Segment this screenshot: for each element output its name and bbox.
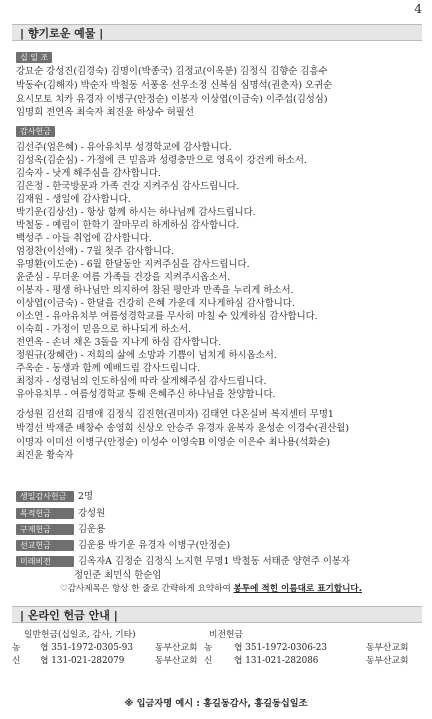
purpose-tag: 목적헌금 xyxy=(16,508,74,519)
thanks-names-line: 이명자 이미선 이병구(안정순) 이성수 이영숙B 이영순 이은수 최나용(석화순) xyxy=(16,436,331,448)
account-holder: 동부산교회 xyxy=(366,643,409,653)
thanks-names-line: 강성원 김선희 김명애 김정식 김진현(권미자) 김태연 다온실버 복지센터 무명1 xyxy=(16,409,334,420)
thanks-names-line: 최진윤 황숙자 xyxy=(16,450,74,462)
thanks-tag: 감사헌금 xyxy=(16,126,55,137)
thanks-entry: 김재원 - 생일에 감사합니다. xyxy=(16,194,131,205)
accounts-table xyxy=(12,629,422,668)
accounts-heading-row xyxy=(12,629,422,642)
bank-prefix: 신 xyxy=(12,656,21,666)
thanks-entry: 백성주 - 아들 취업에 감사합니다. xyxy=(16,233,152,244)
account-number: 협 131-021-282086 xyxy=(234,656,319,666)
account-holder: 동부산교회 xyxy=(155,656,198,666)
note-emphasis: 봉투에 적힌 이름대로 표기합니다. xyxy=(233,584,362,594)
account-holder: 동부산교회 xyxy=(366,656,409,666)
bank-prefix: 농 xyxy=(204,643,213,653)
vision-row xyxy=(16,555,350,568)
tithe-names xyxy=(16,65,424,120)
bank-prefix: 신 xyxy=(204,656,213,666)
thanks-entry: 김선주(엄은혜) - 유아유치부 성경학교에 감사합니다. xyxy=(16,142,232,153)
thanks-entry: 윤준심 - 무더운 여름 가족들 건강을 지켜주시옵소서. xyxy=(16,272,231,283)
tithe-tag: 십 일 조 xyxy=(16,52,52,63)
thanks-names-line: 박경선 박재준 배창수 송영희 신상오 안승주 유경자 윤복자 윤성순 이경수(권산월) xyxy=(16,422,349,434)
thanks-entry: 이숙희 - 가정이 믿음으로 하나되게 하소서. xyxy=(16,324,192,335)
thanks-entry: 김은정 - 한국방문과 가족 건강 지켜주심 감사드립니다. xyxy=(16,181,240,192)
mission-row xyxy=(16,539,230,552)
note-prefix: ♡감사제목은 항상 한 줄로 간략하게 요약하여 xyxy=(60,584,234,594)
vision-row-continued: 정인준 최민식 한순임 xyxy=(74,570,162,581)
account-number: 협 131-021-282079 xyxy=(40,656,125,666)
thanks-entry: 유아유치부 - 여름성경학교 통해 은혜주신 하나님을 찬양합니다. xyxy=(16,389,276,400)
thanks-entry: 엄정찬(이선애) - 7월 첫주 감사합니다. xyxy=(16,246,175,257)
birthday-tag: 생일감사헌금 xyxy=(16,491,74,502)
thanks-names xyxy=(16,408,424,463)
account-row xyxy=(12,655,422,668)
account-number: 협 351-1972-0305-93 xyxy=(40,643,133,653)
mission-tag: 선교헌금 xyxy=(16,540,74,551)
thanks-entry: 박철동 - 예림이 한학기 잘마무리 하게하심 감사합니다. xyxy=(16,220,240,231)
thanks-entry: 김숙자 - 낫게 해주심을 감사합니다. xyxy=(16,168,161,179)
relief-tag: 구제헌금 xyxy=(16,524,74,535)
thanks-entry: 정원규(장혜란) - 저희의 삶에 소망과 기쁨이 넘치게 하시옵소서. xyxy=(16,350,277,361)
section-offerings-header: | 향기로운 예물 | xyxy=(12,24,422,41)
birthday-value: 2명 xyxy=(78,491,94,502)
vision-offering-heading: 비전헌금 xyxy=(209,630,243,640)
note-line xyxy=(60,583,362,596)
tithe-line: 임명희 전연옥 최숙자 최진윤 하상수 허필선 xyxy=(16,107,194,119)
thanks-entry: 전연옥 - 손녀 채온 3돌을 지나게 하심 감사합니다. xyxy=(16,337,222,348)
tithe-line: 요시모토 치카 유경자 이병구(안정순) 이봉자 이상엽(이금숙) 이주섭(김성심) xyxy=(16,93,328,105)
thanks-section xyxy=(16,126,424,137)
purpose-value: 강성원 xyxy=(78,508,106,519)
tithe-section xyxy=(16,52,424,63)
general-offering-heading: 일반헌금(십일조, 감사, 기타) xyxy=(24,630,136,640)
vision-value: 김옥자A 김정순 김정식 노지현 무명1 박철동 서태준 양현주 이봉자 xyxy=(78,556,351,567)
deposit-name-example: ※ 입금자명 예시 : 홍길동감사, 홍길동십일조 xyxy=(124,698,308,709)
account-row xyxy=(12,642,422,655)
relief-row xyxy=(16,523,105,536)
birthday-row xyxy=(16,490,93,503)
tithe-line: 강묘순 강성진(김경숙) 김명이(박종국) 김정교(이옥분) 김정식 김향순 김흥수 xyxy=(16,66,328,77)
vision-tag: 미래비전 xyxy=(16,556,74,567)
page-number: 4 xyxy=(414,2,422,16)
thanks-entry: 이상엽(이금숙) - 한달을 건강히 은혜 가운데 지나게하심 감사합니다. xyxy=(16,298,295,309)
section-online-header: | 온라인 헌금 안내 | xyxy=(12,606,422,623)
thanks-entry: 이봉자 - 평생 하나님만 의지하여 참된 평안과 만족을 누리게 하소서. xyxy=(16,285,294,296)
thanks-entry: 박기운(김상선) - 항상 함께 하시는 하나님께 감사드립니다. xyxy=(16,207,256,218)
thanks-entry: 주옥순 - 동생과 함께 예배드림 감사드립니다. xyxy=(16,363,201,374)
thanks-entry: 김성옥(김순심) - 가정에 큰 믿음과 성령충만으로 영육이 강건케 하소서. xyxy=(16,155,307,166)
relief-value: 김운용 xyxy=(78,524,106,535)
thanks-entry: 최정자 - 성령님의 인도하심에 따라 살게해주심 감사드립니다. xyxy=(16,376,267,387)
purpose-row xyxy=(16,507,105,520)
mission-value: 김운용 박기운 유경자 이병구(안정순) xyxy=(78,540,231,551)
thanks-entry: 이소연 - 유아유치부 여름성경학교를 무사히 마칠 수 있게하심 감사합니다. xyxy=(16,311,318,322)
thanks-list xyxy=(16,141,424,401)
account-holder: 동부산교회 xyxy=(155,643,198,653)
account-number: 협 351-1972-0306-23 xyxy=(234,643,327,653)
tithe-line: 박동수(김해자) 박순자 박철동 서풍옹 선우소정 신복심 심명석(권춘자) 오귀순 xyxy=(16,79,333,91)
bank-prefix: 농 xyxy=(12,643,21,653)
thanks-entry: 유명환(이도순) - 6월 한달동안 지켜주심을 감사드립니다. xyxy=(16,259,250,270)
